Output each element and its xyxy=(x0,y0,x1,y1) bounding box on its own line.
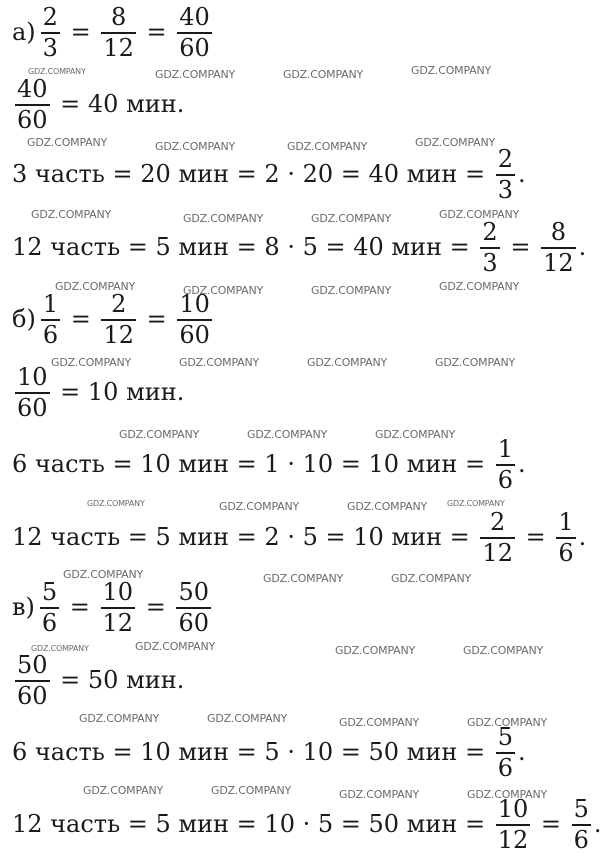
fraction-numerator: 10 xyxy=(497,795,529,823)
fraction-denominator: 6 xyxy=(573,825,589,854)
fraction-numerator: 5 xyxy=(41,578,58,606)
watermark-text: GDZ.COMPANY xyxy=(211,784,292,797)
math-text: 12 часть = 5 мин = 2 · 5 = 10 мин = xyxy=(12,523,478,552)
watermark-text: GDZ.COMPANY xyxy=(63,568,144,581)
fraction-denominator: 60 xyxy=(178,608,209,637)
math-text: = 10 мин. xyxy=(52,378,185,407)
fraction xyxy=(101,580,136,635)
watermark-text: GDZ.COMPANY xyxy=(391,572,472,585)
fraction-numerator: 50 xyxy=(178,578,209,606)
watermark-text: GDZ.COMPANY xyxy=(435,356,516,369)
fraction xyxy=(177,5,212,60)
math-text: = xyxy=(138,18,175,47)
part-label: в) xyxy=(12,593,35,622)
math-text: . xyxy=(517,160,526,189)
watermark-text: GDZ.COMPANY xyxy=(87,499,145,508)
math-text: 6 часть = 10 мин = 1 · 10 = 10 мин = xyxy=(12,450,493,479)
watermark-text: GDZ.COMPANY xyxy=(311,284,392,297)
fraction-denominator: 12 xyxy=(482,538,513,567)
fraction-numerator: 2 xyxy=(490,508,506,536)
fraction-numerator: 50 xyxy=(17,651,48,679)
math-line xyxy=(12,147,560,202)
math-text: 12 часть = 5 мин = 10 · 5 = 50 мин = xyxy=(12,810,493,839)
fraction-denominator: 6 xyxy=(42,320,59,349)
watermark-text: GDZ.COMPANY xyxy=(219,500,300,513)
part-label: а) xyxy=(12,18,36,47)
fraction-numerator: 40 xyxy=(179,3,210,31)
fraction-denominator: 60 xyxy=(17,681,48,710)
watermark-text: GDZ.COMPANY xyxy=(467,716,548,729)
math-text: . xyxy=(593,810,602,839)
fraction-numerator: 40 xyxy=(17,75,48,103)
fraction-numerator: 8 xyxy=(110,3,127,31)
math-line xyxy=(12,365,560,420)
fraction-denominator: 6 xyxy=(497,465,513,494)
math-text: . xyxy=(517,738,526,767)
watermark-text: GDZ.COMPANY xyxy=(183,212,264,225)
watermark-text: GDZ.COMPANY xyxy=(83,784,164,797)
watermark-text: GDZ.COMPANY xyxy=(411,64,492,77)
fraction-numerator: 10 xyxy=(17,363,48,391)
math-text: 6 часть = 10 мин = 5 · 10 = 50 мин = xyxy=(12,738,493,767)
watermark-text: GDZ.COMPANY xyxy=(31,208,112,221)
watermark-text: GDZ.COMPANY xyxy=(263,572,344,585)
fraction-numerator: 2 xyxy=(497,145,513,173)
math-text: = xyxy=(533,810,569,839)
math-line xyxy=(12,725,560,780)
fraction-denominator: 3 xyxy=(482,248,498,277)
math-text: = xyxy=(138,593,174,622)
watermark-text: GDZ.COMPANY xyxy=(55,280,136,293)
watermark-text: GDZ.COMPANY xyxy=(439,208,520,221)
fraction xyxy=(496,147,515,202)
fraction-numerator: 2 xyxy=(111,290,127,318)
fraction xyxy=(556,510,575,565)
fraction xyxy=(15,77,50,132)
math-text: = xyxy=(63,305,99,334)
fraction-denominator: 12 xyxy=(102,608,134,637)
watermark-text: GDZ.COMPANY xyxy=(155,140,236,153)
fraction xyxy=(480,510,515,565)
fraction-denominator: 12 xyxy=(103,320,135,349)
math-line xyxy=(12,437,560,492)
fraction-numerator: 1 xyxy=(497,435,513,463)
fraction-denominator: 6 xyxy=(41,608,58,637)
fraction xyxy=(15,365,50,420)
math-line xyxy=(12,580,560,635)
watermark-text: GDZ.COMPANY xyxy=(467,788,548,801)
fraction-denominator: 60 xyxy=(17,105,48,134)
fraction-numerator: 1 xyxy=(42,290,59,318)
math-text: 12 часть = 5 мин = 8 · 5 = 40 мин = xyxy=(12,233,478,262)
math-line xyxy=(12,5,560,60)
math-line xyxy=(12,292,560,347)
watermark-text: GDZ.COMPANY xyxy=(247,428,328,441)
watermark-text: GDZ.COMPANY xyxy=(415,136,496,149)
math-text: = xyxy=(502,233,539,262)
fraction xyxy=(572,797,591,852)
fraction xyxy=(40,580,59,635)
watermark-text: GDZ.COMPANY xyxy=(51,356,132,369)
fraction-numerator: 2 xyxy=(42,3,58,31)
watermark-text: GDZ.COMPANY xyxy=(307,356,388,369)
fraction-numerator: 10 xyxy=(179,290,210,318)
math-text: = xyxy=(139,305,175,334)
fraction-numerator: 1 xyxy=(558,508,574,536)
fraction-denominator: 6 xyxy=(558,538,574,567)
math-line xyxy=(12,508,587,567)
fraction-numerator: 10 xyxy=(102,578,134,606)
fraction-denominator: 3 xyxy=(42,33,58,62)
watermark-text: GDZ.COMPANY xyxy=(155,68,236,81)
watermark-text: GDZ.COMPANY xyxy=(179,356,260,369)
fraction xyxy=(101,5,136,60)
watermark-text: GDZ.COMPANY xyxy=(287,140,368,153)
watermark-text: GDZ.COMPANY xyxy=(339,788,420,801)
watermark-text: GDZ.COMPANY xyxy=(335,644,416,657)
fraction xyxy=(496,437,515,492)
watermark-text: GDZ.COMPANY xyxy=(31,644,89,653)
math-text: . xyxy=(578,523,587,552)
fraction-denominator: 60 xyxy=(17,393,48,422)
fraction-denominator: 12 xyxy=(497,825,529,854)
math-text: = 40 мин. xyxy=(52,90,185,119)
fraction xyxy=(480,220,499,275)
fraction xyxy=(176,580,211,635)
watermark-text: GDZ.COMPANY xyxy=(375,428,456,441)
watermark-text: GDZ.COMPANY xyxy=(28,67,86,76)
watermark-text: GDZ.COMPANY xyxy=(463,644,544,657)
watermark-text: GDZ.COMPANY xyxy=(135,640,216,653)
fraction xyxy=(177,292,212,347)
math-text: = xyxy=(517,523,554,552)
math-line xyxy=(12,653,560,708)
watermark-text: GDZ.COMPANY xyxy=(447,499,505,508)
watermark-text: GDZ.COMPANY xyxy=(27,136,108,149)
fraction xyxy=(41,292,60,347)
math-text: = xyxy=(62,593,98,622)
fraction-numerator: 5 xyxy=(497,723,513,751)
watermark-text: GDZ.COMPANY xyxy=(311,212,392,225)
watermark-text: GDZ.COMPANY xyxy=(183,284,264,297)
fraction-denominator: 12 xyxy=(543,248,574,277)
watermark-text: GDZ.COMPANY xyxy=(439,280,520,293)
math-line xyxy=(12,77,560,132)
math-text: . xyxy=(578,233,587,262)
fraction-numerator: 8 xyxy=(550,218,566,246)
math-text: = 50 мин. xyxy=(52,666,185,695)
math-text: . xyxy=(517,450,526,479)
fraction-numerator: 5 xyxy=(573,795,589,823)
fraction-denominator: 3 xyxy=(497,175,513,204)
part-label: б) xyxy=(12,305,36,334)
fraction-denominator: 60 xyxy=(179,320,210,349)
fraction-numerator: 2 xyxy=(482,218,498,246)
fraction xyxy=(15,653,50,708)
fraction xyxy=(496,725,515,780)
watermark-text: GDZ.COMPANY xyxy=(207,712,288,725)
watermark-text: GDZ.COMPANY xyxy=(283,68,364,81)
math-text: = xyxy=(62,18,99,47)
fraction xyxy=(101,292,136,347)
fraction xyxy=(496,797,531,852)
fraction-denominator: 12 xyxy=(103,33,134,62)
fraction xyxy=(541,220,576,275)
math-line xyxy=(12,795,602,854)
fraction-denominator: 60 xyxy=(179,33,210,62)
watermark-text: GDZ.COMPANY xyxy=(347,500,428,513)
math-text: 3 часть = 20 мин = 2 · 20 = 40 мин = xyxy=(12,160,493,189)
watermark-text: GDZ.COMPANY xyxy=(339,716,420,729)
watermark-text: GDZ.COMPANY xyxy=(79,712,160,725)
watermark-text: GDZ.COMPANY xyxy=(119,428,200,441)
fraction xyxy=(41,5,60,60)
fraction-denominator: 6 xyxy=(497,753,513,782)
